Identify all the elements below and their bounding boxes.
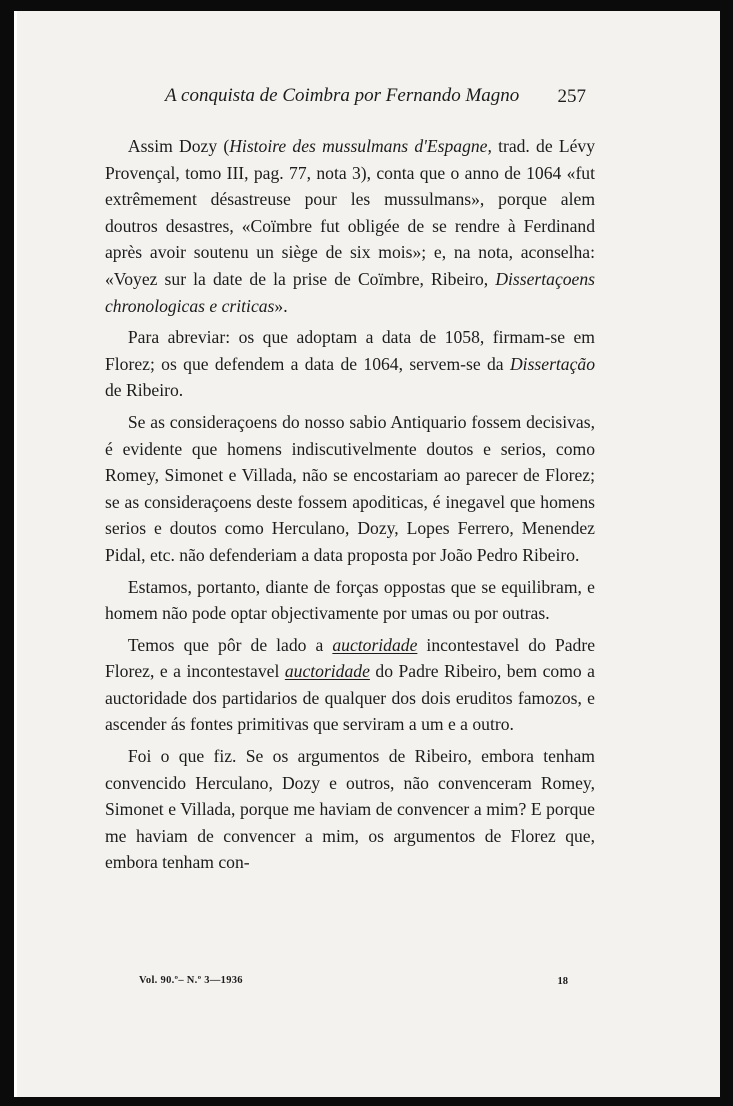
paragraph (105, 574, 595, 627)
body-text (105, 133, 595, 876)
paragraph (105, 324, 595, 404)
text-segment: Para abreviar: os que adoptam a data de 1058, firmam-se em Florez; os que defendem a data de 1064, servem-se da (105, 327, 595, 374)
book-title: Dissertaçoens chronologicas e criticas (105, 268, 595, 316)
page-number: 257 (557, 86, 586, 107)
text-segment: Estamos, portanto, diante de forças oppostas que se equilibram, e homem não pode optar objectivamente por umas ou por outras. (105, 576, 595, 624)
emphasized-word: auctoridade (332, 634, 418, 655)
paragraph (105, 743, 595, 876)
text-segment: Assim Dozy ( (127, 136, 230, 156)
text-segment: Temos que pôr de lado a (127, 634, 333, 655)
text-segment: do Padre Ribeiro, bem como a auctoridade dos partidarios de qualquer dos dois eruditos famozos, e ascender ás fontes primitivas que serviram a um e a outro. (105, 661, 595, 735)
paragraph (105, 133, 595, 319)
paragraph (105, 632, 595, 738)
text-segment: de Ribeiro. (105, 380, 184, 401)
book-title: Histoire des mussulmans d'Espagne, (229, 136, 492, 156)
paragraph (105, 409, 595, 569)
book-title: Dissertação (509, 353, 595, 374)
running-title: A conquista de Coimbra por Fernando Magno (165, 85, 520, 106)
text-segment: trad. de Lévy Provençal, tomo III, pag. 77, nota 3), conta que o anno de 1064 «fut extrêmement désastreuse pour les mussulmans», porque alem doutros desastres, «Coïmbre fut obligée de se rendre à Ferdinand après avoir soutenu un siège de six mois»; e, na nota, aconselha: «Voyez sur la date de la prise de Coïmbre, Ribeiro, (105, 136, 595, 289)
text-segment: ». (274, 295, 288, 316)
emphasized-word: auctoridade (284, 661, 370, 682)
volume-info: Vol. 90.º– N.º 3—1936 (139, 975, 243, 986)
text-segment: Foi o que fiz. Se os argumentos de Ribeiro, embora tenham convencido Herculano, Dozy e outros, não convenceram Romey, Simonet e Villada, porque me haviam de convencer a mim? E porque me haviam de convencer a mim, os argumentos de Florez que, embora tenham con- (105, 746, 595, 873)
text-segment: incontestavel do Padre Florez, e a incontestavel (105, 634, 595, 682)
signature-mark: 18 (557, 976, 568, 987)
text-segment: Se as consideraçoens do nosso sabio Antiquario fossem decisivas, é evidente que homens indiscutivelmente doutos e serios, como Romey, Simonet e Villada, não se encostariam ao parecer de Florez; se as consideraçoens deste fossem apoditicas, é inegavel que homens serios e doutos como Herculano, Dozy, Lopes Ferrero, Menendez Pidal, etc. não defenderiam a data proposta por João Pedro Ribeiro. (105, 411, 595, 565)
book-page (14, 11, 720, 1097)
